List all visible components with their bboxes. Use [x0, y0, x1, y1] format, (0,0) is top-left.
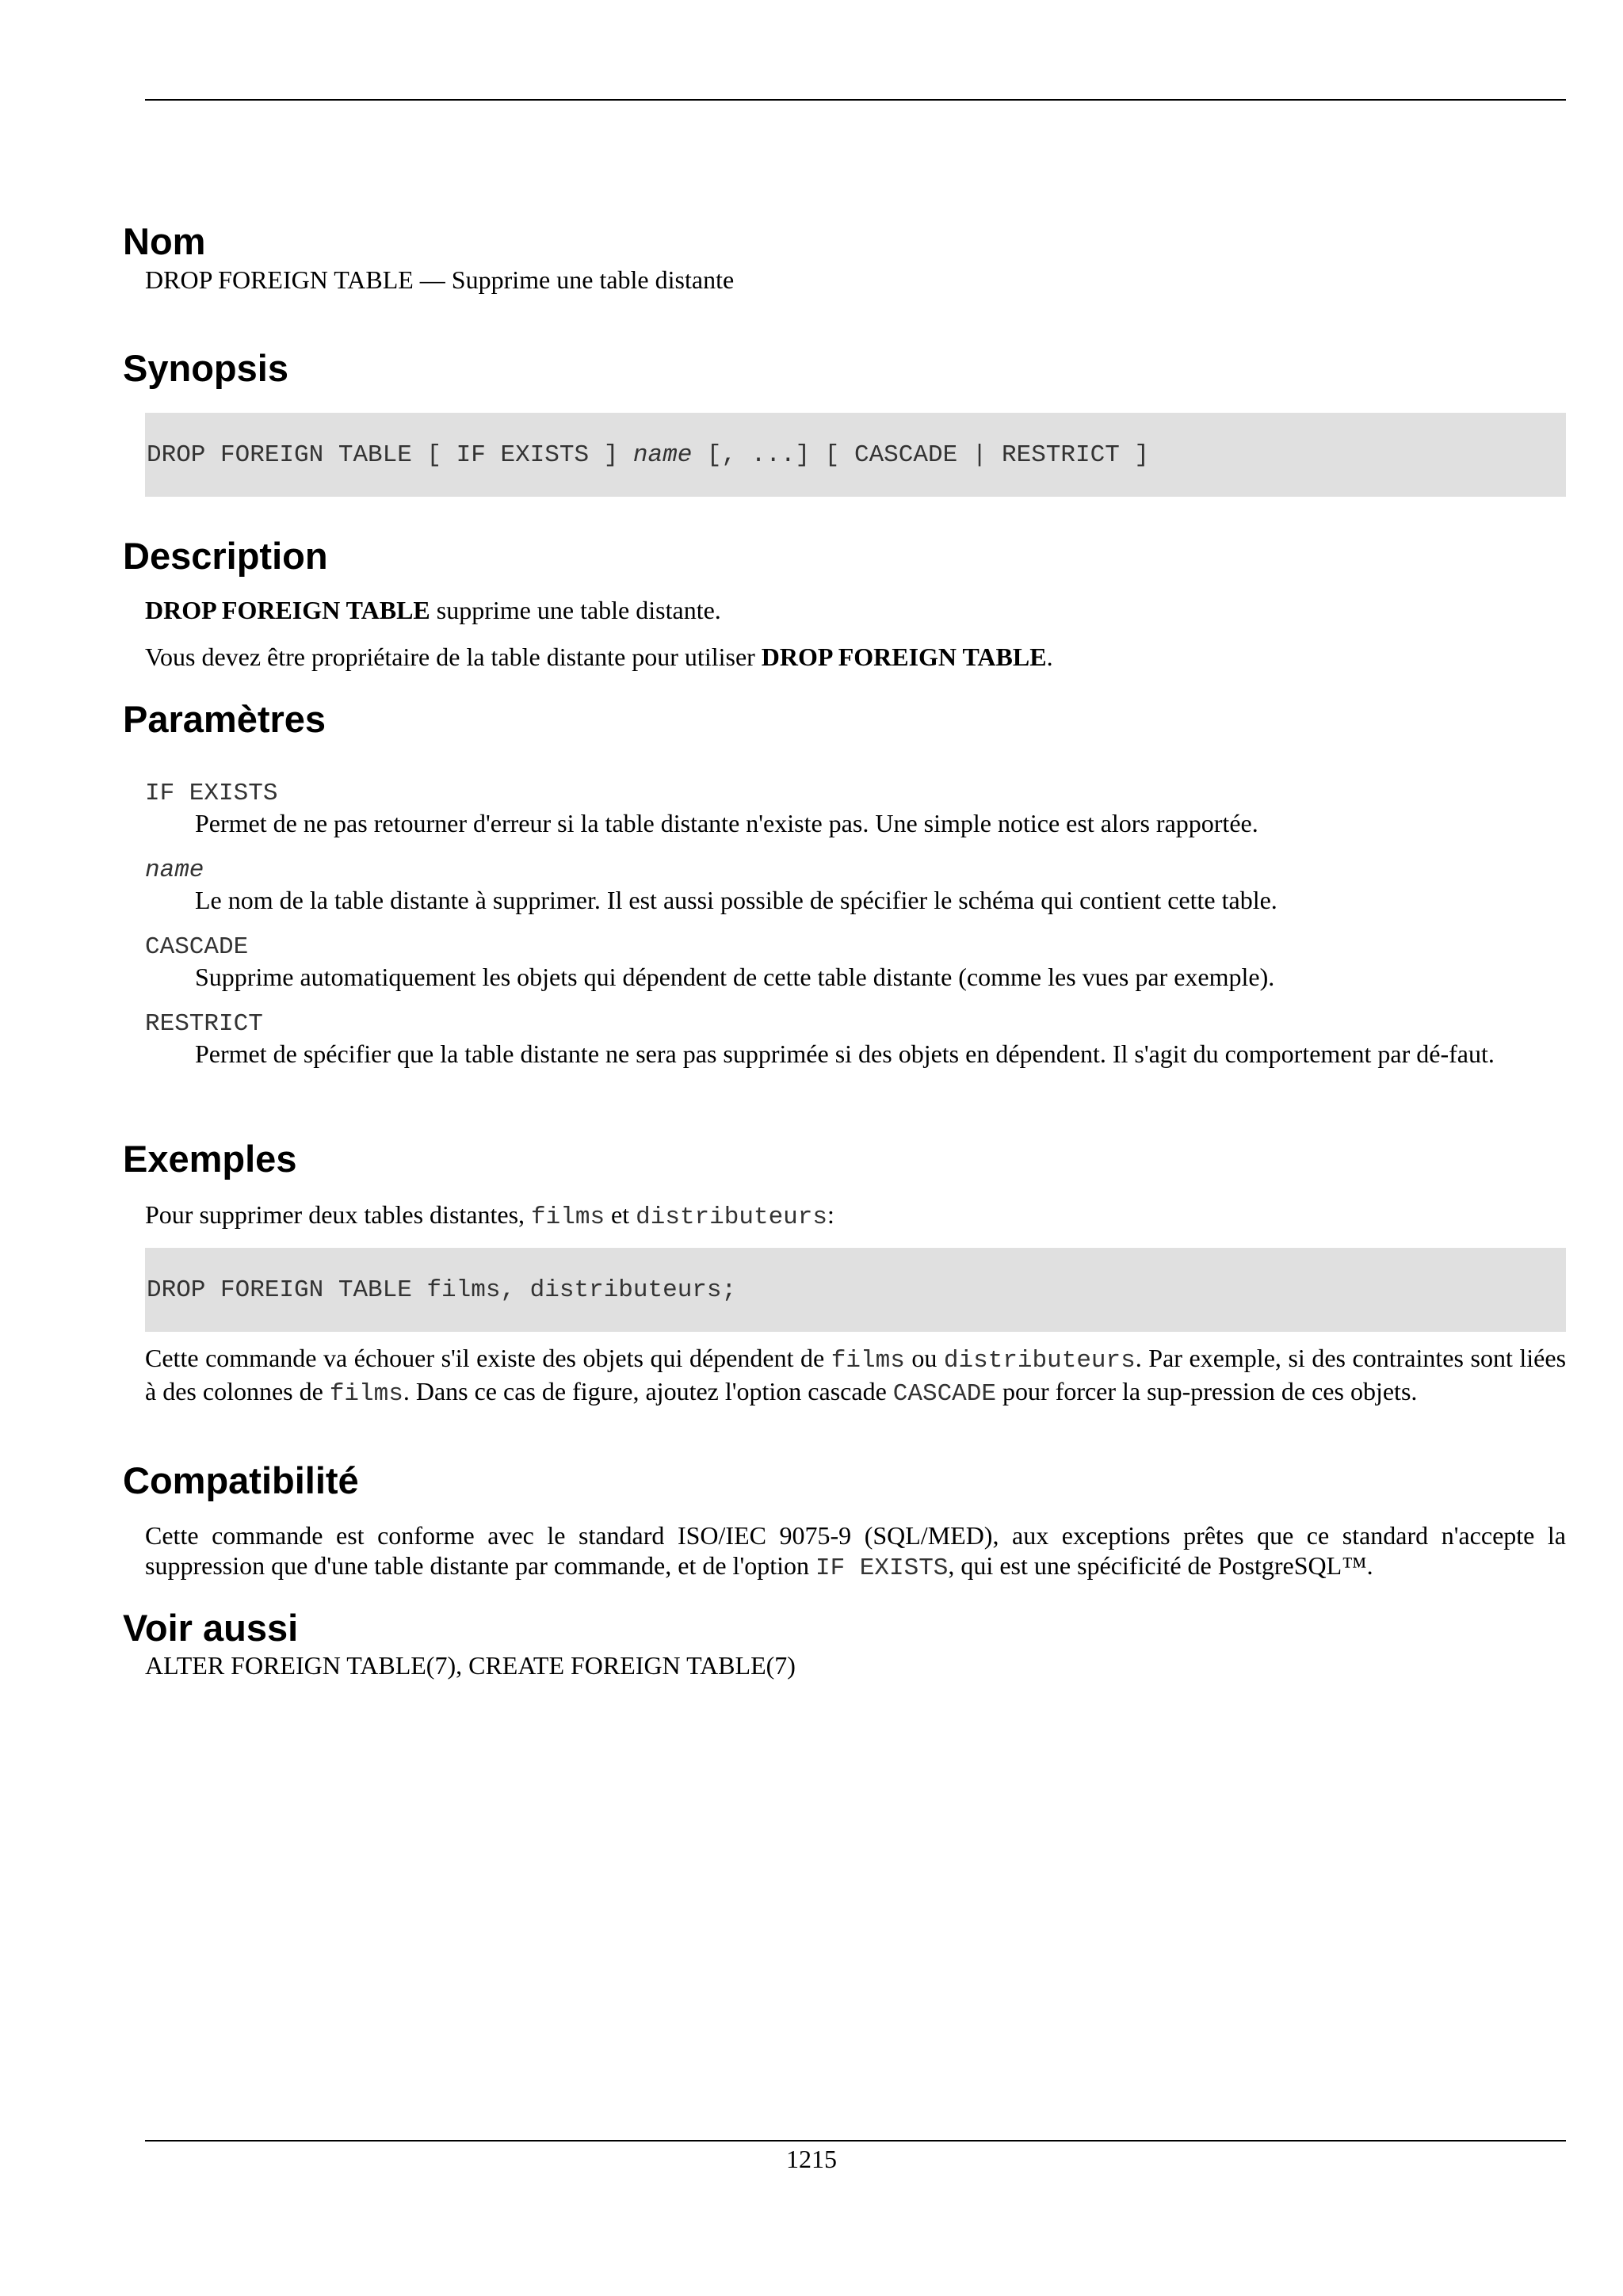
exemples-text: ou: [904, 1344, 944, 1372]
section-heading-synopsis: Synopsis: [123, 347, 288, 389]
parameter-term: RESTRICT: [145, 1010, 263, 1038]
inline-code: films: [531, 1203, 605, 1231]
inline-code: CASCADE: [892, 1380, 996, 1408]
parameter-definition: Le nom de la table distante à supprimer. Il est aussi possible de spécifier le schéma qui contient cette table.: [195, 886, 1277, 914]
exemples-text: et: [605, 1200, 636, 1229]
inline-code: films: [329, 1380, 403, 1408]
synopsis-code-block: [145, 413, 1566, 497]
description-text: .: [1046, 643, 1053, 671]
section-heading-compatibilite: Compatibilité: [123, 1459, 359, 1501]
section-heading-exemples: Exemples: [123, 1138, 297, 1180]
parameter-term: name: [145, 856, 204, 884]
inline-code: films: [831, 1347, 905, 1375]
example-code-block: DROP FOREIGN TABLE films, distributeurs;: [145, 1248, 1566, 1332]
compatibilite-text-part: , qui est une spécificité de PostgreSQL™.: [948, 1551, 1373, 1580]
description-text: supprime une table distante.: [430, 596, 721, 624]
exemples-intro: [145, 1199, 1566, 1233]
nom-text: DROP FOREIGN TABLE — Supprime une table distante: [145, 265, 735, 294]
exemples-text: Cette commande va échouer s'il existe des objets qui dépendent de: [145, 1344, 831, 1372]
exemples-text: Pour supprimer deux tables distantes,: [145, 1200, 532, 1229]
synopsis-code-param: name: [632, 441, 693, 469]
exemples-text: :: [827, 1200, 834, 1229]
description-paragraph-1: [145, 595, 1566, 625]
compatibilite-text: [145, 1520, 1566, 1584]
footer-rule: [145, 2140, 1566, 2142]
parameter-definition: Permet de ne pas retourner d'erreur si la table distante n'existe pas. Une simple notice est alors rapportée.: [195, 809, 1258, 837]
page-number: 1215: [786, 2145, 837, 2173]
inline-code: distributeurs: [943, 1347, 1136, 1375]
exemples-text: . Dans ce cas de figure, ajoutez l'option cascade: [403, 1377, 893, 1405]
command-name: DROP FOREIGN TABLE: [145, 596, 430, 624]
parameter-term: IF EXISTS: [145, 780, 278, 807]
synopsis-code-end: [, ...] [ CASCADE | RESTRICT ]: [692, 441, 1150, 469]
command-name: DROP FOREIGN TABLE: [761, 643, 1047, 671]
exemples-note: [145, 1343, 1566, 1409]
parameter-term: CASCADE: [145, 933, 249, 961]
section-heading-description: Description: [123, 535, 328, 577]
inline-code: IF EXISTS: [815, 1554, 949, 1582]
description-text: Vous devez être propriétaire de la table distante pour utiliser: [145, 643, 762, 671]
parameter-definition: Supprime automatiquement les objets qui dépendent de cette table distante (comme les vues par exemple).: [195, 963, 1275, 991]
voir-aussi-links[interactable]: ALTER FOREIGN TABLE(7), CREATE FOREIGN TABLE(7): [145, 1651, 796, 1680]
section-heading-voir-aussi: Voir aussi: [123, 1607, 299, 1649]
section-heading-nom: Nom: [123, 220, 206, 262]
inline-code: distributeurs: [636, 1203, 827, 1231]
section-heading-parametres: Paramètres: [123, 698, 327, 740]
parameter-definition: Permet de spécifier que la table distante ne sera pas supprimée si des objets en dépendent. Il s'agit du comportement par dé-faut.: [195, 1039, 1495, 1068]
compatibilite-text-part: Cette commande est conforme avec le standard ISO/IEC 9075-9 (SQL/MED), aux exceptions prêtes que ce standard n'accepte la suppression que d'une table distante par commande, et de l'option: [145, 1521, 1566, 1580]
description-paragraph-2: [145, 642, 1566, 672]
synopsis-code-start: DROP FOREIGN TABLE [ IF EXISTS ]: [147, 441, 633, 469]
exemples-text: . Par exemple, si des contraintes sont liées à des colonnes de: [145, 1344, 1567, 1405]
exemples-text: pour forcer la sup-pression de ces objets.: [996, 1377, 1418, 1405]
